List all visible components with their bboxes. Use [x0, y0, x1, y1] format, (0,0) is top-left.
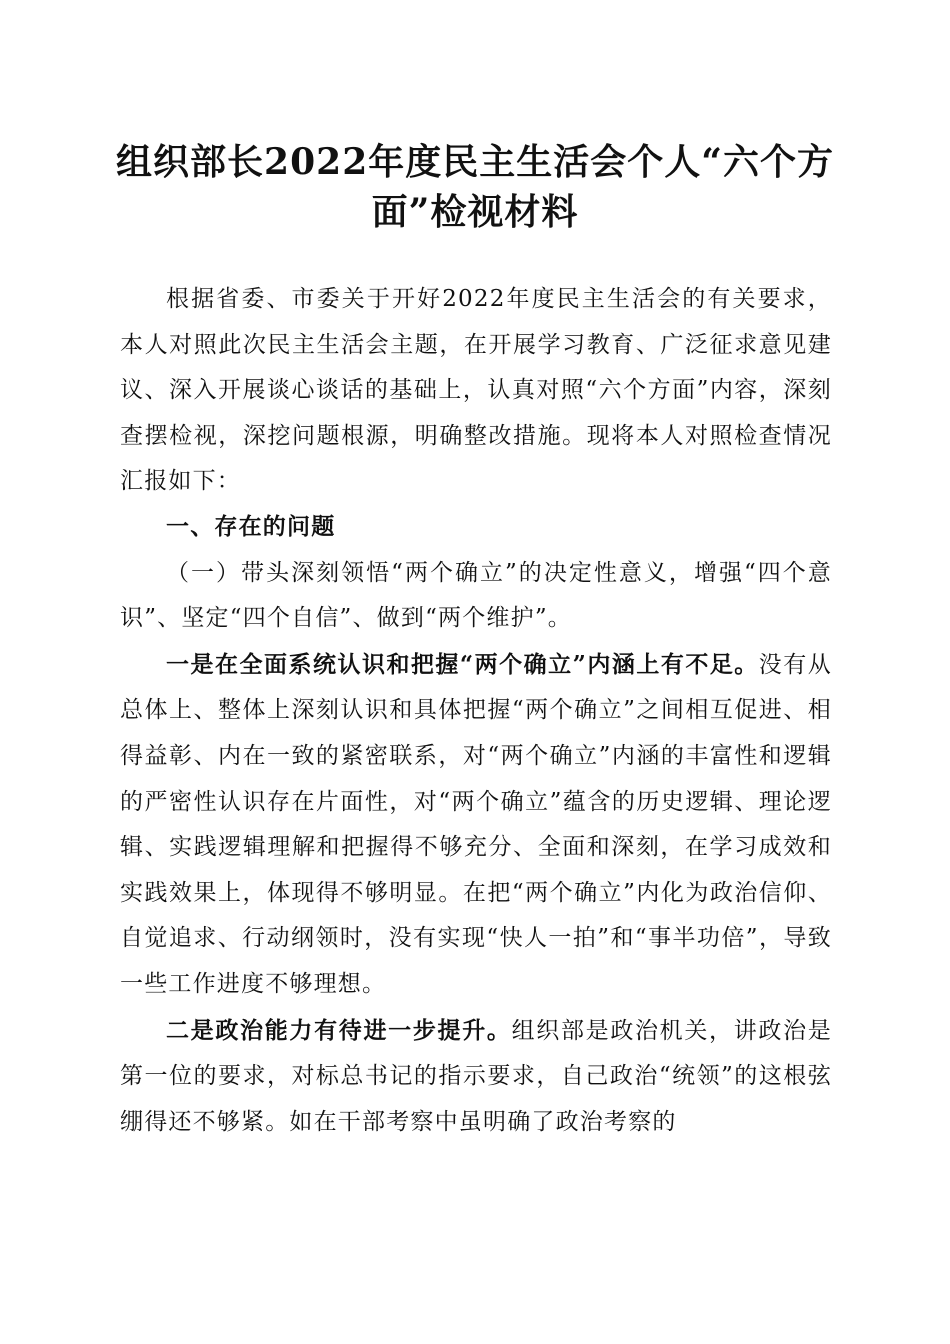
document-body [120, 277, 832, 1145]
point-2-body: 组织部是政治机关，讲政治是第一位的要求，对标总书记的指示要求，自己政治“统领”的这根弦绷得还不够紧。如在干部考察中虽明确了政治考察的 [120, 1017, 832, 1135]
subsection-heading-1: （一）带头深刻领悟“两个确立”的决定性意义，增强“四个意识”、坚定“四个自信”、做到“两个维护”。 [120, 559, 832, 632]
point-2-lead: 二是政治能力有待进一步提升。 [166, 1016, 512, 1044]
intro-paragraph: 根据省委、市委关于开好2022年度民主生活会的有关要求，本人对照此次民主生活会主题，在开展学习教育、广泛征求意见建议、深入开展谈心谈话的基础上，认真对照“六个方面”内容，深刻查摆检视，深挖问题根源，明确整改措施。现将本人对照检查情况汇报如下： [120, 286, 832, 495]
point-1-paragraph [120, 642, 832, 1008]
point-2-paragraph [120, 1008, 832, 1146]
point-1-lead: 一是在全面系统认识和把握“两个确立”内涵上有不足。 [166, 650, 759, 678]
point-1-body: 没有从总体上、整体上深刻认识和具体把握“两个确立”之间相互促进、相得益彰、内在一致的紧密联系，对“两个确立”内涵的丰富性和逻辑的严密性认识存在片面性，对“两个确立”蕴含的历史逻辑、理论逻辑、实践逻辑理解和把握得不够充分、全面和深刻，在学习成效和实践效果上，体现得不够明显。在把“两个确立”内化为政治信仰、自觉追求、行动纲领时，没有实现“快人一拍”和“事半功倍”，导致一些工作进度不够理想。 [120, 651, 832, 997]
document-title: 组织部长2022年度民主生活会个人“六个方面”检视材料 [116, 141, 834, 233]
section-heading-problems: 一、存在的问题 [166, 513, 336, 540]
